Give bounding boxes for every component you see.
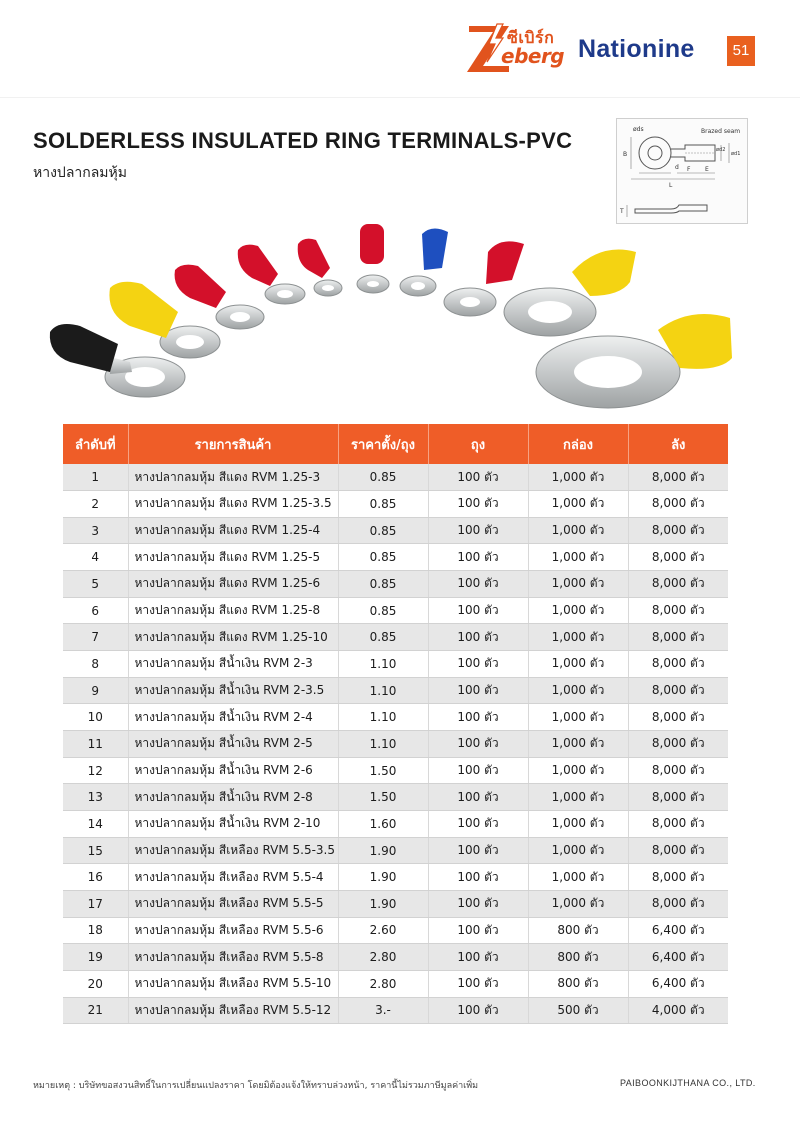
cell-bag: 100 ตัว bbox=[428, 544, 528, 571]
table-row bbox=[63, 571, 728, 598]
cell-price: 1.90 bbox=[338, 864, 428, 891]
table-row bbox=[63, 944, 728, 971]
zeberg-thai-name: ซีเบิร์ก bbox=[507, 28, 555, 47]
red-ring-terminal-icon bbox=[357, 224, 389, 293]
cell-carton: 6,400 ตัว bbox=[628, 970, 728, 997]
cell-bag: 100 ตัว bbox=[428, 731, 528, 758]
cell-box: 1,000 ตัว bbox=[528, 757, 628, 784]
cell-product: หางปลากลมหุ้ม สีเหลือง RVM 5.5-5 bbox=[128, 891, 338, 918]
table-row bbox=[63, 997, 728, 1024]
cell-order: 10 bbox=[63, 704, 128, 731]
cell-carton: 8,000 ตัว bbox=[628, 837, 728, 864]
table-row bbox=[63, 891, 728, 918]
cell-price: 1.50 bbox=[338, 784, 428, 811]
diagram-label-d: d bbox=[675, 164, 679, 171]
cell-carton: 8,000 ตัว bbox=[628, 784, 728, 811]
cell-product: หางปลากลมหุ้ม สีน้ำเงิน RVM 2-4 bbox=[128, 704, 338, 731]
cell-order: 6 bbox=[63, 597, 128, 624]
cell-carton: 6,400 ตัว bbox=[628, 944, 728, 971]
cell-product: หางปลากลมหุ้ม สีน้ำเงิน RVM 2-3.5 bbox=[128, 677, 338, 704]
table-row bbox=[63, 517, 728, 544]
cell-carton: 8,000 ตัว bbox=[628, 464, 728, 491]
diagram-label-ds: øds bbox=[633, 126, 644, 133]
cell-order: 9 bbox=[63, 677, 128, 704]
cell-bag: 100 ตัว bbox=[428, 944, 528, 971]
cell-bag: 100 ตัว bbox=[428, 624, 528, 651]
cell-box: 1,000 ตัว bbox=[528, 864, 628, 891]
cell-price: 0.85 bbox=[338, 491, 428, 518]
table-row bbox=[63, 837, 728, 864]
diagram-label-e: E bbox=[705, 166, 709, 173]
header-box: กล่อง bbox=[528, 424, 628, 464]
cell-box: 1,000 ตัว bbox=[528, 517, 628, 544]
cell-product: หางปลากลมหุ้ม สีเหลือง RVM 5.5-8 bbox=[128, 944, 338, 971]
cell-price: 1.10 bbox=[338, 704, 428, 731]
blue-ring-terminal-icon bbox=[400, 228, 448, 296]
price-table bbox=[63, 424, 728, 1024]
table-row bbox=[63, 970, 728, 997]
red-ring-terminal-icon bbox=[298, 239, 342, 296]
cell-order: 21 bbox=[63, 997, 128, 1024]
table-row bbox=[63, 704, 728, 731]
cell-price: 1.50 bbox=[338, 757, 428, 784]
cell-price: 3.- bbox=[338, 997, 428, 1024]
cell-box: 1,000 ตัว bbox=[528, 651, 628, 678]
table-row bbox=[63, 464, 728, 491]
header-carton: ลัง bbox=[628, 424, 728, 464]
cell-order: 5 bbox=[63, 571, 128, 598]
cell-bag: 100 ตัว bbox=[428, 811, 528, 838]
cell-price: 2.80 bbox=[338, 944, 428, 971]
cell-price: 1.10 bbox=[338, 677, 428, 704]
table-row bbox=[63, 544, 728, 571]
ring-terminal-drawing-icon bbox=[617, 119, 747, 223]
cell-price: 1.60 bbox=[338, 811, 428, 838]
cell-order: 12 bbox=[63, 757, 128, 784]
cell-box: 1,000 ตัว bbox=[528, 597, 628, 624]
yellow-ring-terminal-icon bbox=[504, 250, 636, 337]
diagram-label-b: B bbox=[623, 151, 628, 158]
table-row bbox=[63, 811, 728, 838]
cell-bag: 100 ตัว bbox=[428, 757, 528, 784]
cell-price: 0.85 bbox=[338, 517, 428, 544]
cell-bag: 100 ตัว bbox=[428, 651, 528, 678]
cell-order: 14 bbox=[63, 811, 128, 838]
cell-bag: 100 ตัว bbox=[428, 970, 528, 997]
cell-order: 20 bbox=[63, 970, 128, 997]
cell-product: หางปลากลมหุ้ม สีเหลือง RVM 5.5-4 bbox=[128, 864, 338, 891]
footer-company: PAIBOONKIJTHANA CO., LTD. bbox=[620, 1078, 756, 1088]
cell-carton: 8,000 ตัว bbox=[628, 491, 728, 518]
cell-order: 15 bbox=[63, 837, 128, 864]
cell-product: หางปลากลมหุ้ม สีแดง RVM 1.25-5 bbox=[128, 544, 338, 571]
table-row bbox=[63, 651, 728, 678]
cell-product: หางปลากลมหุ้ม สีแดง RVM 1.25-3.5 bbox=[128, 491, 338, 518]
cell-price: 2.60 bbox=[338, 917, 428, 944]
table-row bbox=[63, 677, 728, 704]
cell-bag: 100 ตัว bbox=[428, 704, 528, 731]
cell-order: 18 bbox=[63, 917, 128, 944]
cell-carton: 8,000 ตัว bbox=[628, 517, 728, 544]
cell-bag: 100 ตัว bbox=[428, 864, 528, 891]
cell-price: 2.80 bbox=[338, 970, 428, 997]
cell-bag: 100 ตัว bbox=[428, 997, 528, 1024]
cell-price: 0.85 bbox=[338, 571, 428, 598]
cell-box: 800 ตัว bbox=[528, 944, 628, 971]
cell-bag: 100 ตัว bbox=[428, 571, 528, 598]
table-row bbox=[63, 597, 728, 624]
table-row bbox=[63, 491, 728, 518]
cell-box: 1,000 ตัว bbox=[528, 677, 628, 704]
table-row bbox=[63, 864, 728, 891]
cell-order: 2 bbox=[63, 491, 128, 518]
cell-product: หางปลากลมหุ้ม สีเหลือง RVM 5.5-12 bbox=[128, 997, 338, 1024]
cell-carton: 8,000 ตัว bbox=[628, 757, 728, 784]
cell-order: 7 bbox=[63, 624, 128, 651]
cell-price: 0.85 bbox=[338, 597, 428, 624]
cell-order: 16 bbox=[63, 864, 128, 891]
diagram-label-d2: ød2 bbox=[716, 147, 726, 153]
page-number-badge: 51 bbox=[727, 36, 755, 66]
cell-box: 500 ตัว bbox=[528, 997, 628, 1024]
cell-bag: 100 ตัว bbox=[428, 597, 528, 624]
cell-product: หางปลากลมหุ้ม สีแดง RVM 1.25-3 bbox=[128, 464, 338, 491]
page-header bbox=[0, 0, 800, 98]
cell-order: 11 bbox=[63, 731, 128, 758]
cell-product: หางปลากลมหุ้ม สีแดง RVM 1.25-4 bbox=[128, 517, 338, 544]
cell-price: 0.85 bbox=[338, 544, 428, 571]
header-price: ราคาตั้ง/ถุง bbox=[338, 424, 428, 464]
diagram-label-f: F bbox=[687, 166, 691, 173]
cell-bag: 100 ตัว bbox=[428, 464, 528, 491]
cell-carton: 8,000 ตัว bbox=[628, 571, 728, 598]
cell-product: หางปลากลมหุ้ม สีแดง RVM 1.25-10 bbox=[128, 624, 338, 651]
cell-price: 1.10 bbox=[338, 651, 428, 678]
cell-product: หางปลากลมหุ้ม สีน้ำเงิน RVM 2-6 bbox=[128, 757, 338, 784]
cell-bag: 100 ตัว bbox=[428, 891, 528, 918]
cell-box: 1,000 ตัว bbox=[528, 784, 628, 811]
cell-box: 800 ตัว bbox=[528, 917, 628, 944]
cell-carton: 8,000 ตัว bbox=[628, 544, 728, 571]
dimension-diagram bbox=[616, 118, 748, 224]
cell-carton: 4,000 ตัว bbox=[628, 997, 728, 1024]
cell-order: 4 bbox=[63, 544, 128, 571]
cell-box: 1,000 ตัว bbox=[528, 464, 628, 491]
header-bag: ถุง bbox=[428, 424, 528, 464]
cell-order: 13 bbox=[63, 784, 128, 811]
cell-carton: 8,000 ตัว bbox=[628, 624, 728, 651]
cell-box: 1,000 ตัว bbox=[528, 811, 628, 838]
cell-order: 1 bbox=[63, 464, 128, 491]
cell-carton: 8,000 ตัว bbox=[628, 597, 728, 624]
diagram-label-l: L bbox=[669, 182, 673, 189]
cell-box: 1,000 ตัว bbox=[528, 731, 628, 758]
cell-order: 19 bbox=[63, 944, 128, 971]
cell-order: 17 bbox=[63, 891, 128, 918]
header-order: ลำดับที่ bbox=[63, 424, 128, 464]
table-row bbox=[63, 784, 728, 811]
cell-price: 1.90 bbox=[338, 837, 428, 864]
cell-box: 1,000 ตัว bbox=[528, 837, 628, 864]
cell-bag: 100 ตัว bbox=[428, 837, 528, 864]
cell-price: 0.85 bbox=[338, 464, 428, 491]
cell-product: หางปลากลมหุ้ม สีน้ำเงิน RVM 2-5 bbox=[128, 731, 338, 758]
cell-product: หางปลากลมหุ้ม สีเหลือง RVM 5.5-6 bbox=[128, 917, 338, 944]
diagram-label-d1: ød1 bbox=[731, 151, 741, 157]
cell-box: 1,000 ตัว bbox=[528, 624, 628, 651]
zeberg-wordmark: eberg bbox=[501, 44, 565, 68]
cell-price: 0.85 bbox=[338, 624, 428, 651]
cell-order: 8 bbox=[63, 651, 128, 678]
table-row bbox=[63, 731, 728, 758]
footer-note: หมายเหตุ : บริษัทขอสงวนสิทธิ์ในการเปลี่ยนแปลงราคา โดยมิต้องแจ้งให้ทราบล่วงหน้า, ราคานี้ไม่รวมภาษีมูลค่าเพิ่ม bbox=[33, 1081, 479, 1091]
cell-box: 1,000 ตัว bbox=[528, 704, 628, 731]
cell-product: หางปลากลมหุ้ม สีน้ำเงิน RVM 2-3 bbox=[128, 651, 338, 678]
cell-box: 1,000 ตัว bbox=[528, 571, 628, 598]
page-subtitle: หางปลากลมหุ้ม bbox=[33, 165, 127, 181]
cell-box: 1,000 ตัว bbox=[528, 544, 628, 571]
cell-carton: 8,000 ตัว bbox=[628, 864, 728, 891]
cell-carton: 8,000 ตัว bbox=[628, 651, 728, 678]
table-row bbox=[63, 757, 728, 784]
table-row bbox=[63, 917, 728, 944]
table-row bbox=[63, 624, 728, 651]
cell-carton: 8,000 ตัว bbox=[628, 704, 728, 731]
cell-price: 1.90 bbox=[338, 891, 428, 918]
cell-box: 1,000 ตัว bbox=[528, 891, 628, 918]
cell-bag: 100 ตัว bbox=[428, 517, 528, 544]
diagram-label-t: T bbox=[620, 208, 624, 215]
cell-carton: 8,000 ตัว bbox=[628, 731, 728, 758]
cell-product: หางปลากลมหุ้ม สีน้ำเงิน RVM 2-8 bbox=[128, 784, 338, 811]
cell-price: 1.10 bbox=[338, 731, 428, 758]
cell-bag: 100 ตัว bbox=[428, 677, 528, 704]
cell-bag: 100 ตัว bbox=[428, 491, 528, 518]
nationine-brand: Nationine bbox=[578, 35, 695, 63]
zeberg-logo bbox=[463, 20, 568, 80]
cell-product: หางปลากลมหุ้ม สีน้ำเงิน RVM 2-10 bbox=[128, 811, 338, 838]
cell-product: หางปลากลมหุ้ม สีแดง RVM 1.25-8 bbox=[128, 597, 338, 624]
page-title: SOLDERLESS INSULATED RING TERMINALS-PVC bbox=[33, 128, 573, 153]
header-product: รายการสินค้า bbox=[128, 424, 338, 464]
cell-order: 3 bbox=[63, 517, 128, 544]
cell-product: หางปลากลมหุ้ม สีแดง RVM 1.25-6 bbox=[128, 571, 338, 598]
table-header-row bbox=[63, 424, 728, 464]
cell-product: หางปลากลมหุ้ม สีเหลือง RVM 5.5-10 bbox=[128, 970, 338, 997]
cell-bag: 100 ตัว bbox=[428, 784, 528, 811]
cell-carton: 8,000 ตัว bbox=[628, 891, 728, 918]
cell-carton: 8,000 ตัว bbox=[628, 811, 728, 838]
cell-bag: 100 ตัว bbox=[428, 917, 528, 944]
red-ring-terminal-icon bbox=[238, 245, 305, 304]
cell-product: หางปลากลมหุ้ม สีเหลือง RVM 5.5-3.5 bbox=[128, 837, 338, 864]
cell-carton: 6,400 ตัว bbox=[628, 917, 728, 944]
cell-box: 1,000 ตัว bbox=[528, 491, 628, 518]
diagram-label-brazed: Brazed seam bbox=[701, 128, 741, 135]
cell-box: 800 ตัว bbox=[528, 970, 628, 997]
cell-carton: 8,000 ตัว bbox=[628, 677, 728, 704]
ring-terminals-photo bbox=[40, 222, 740, 422]
